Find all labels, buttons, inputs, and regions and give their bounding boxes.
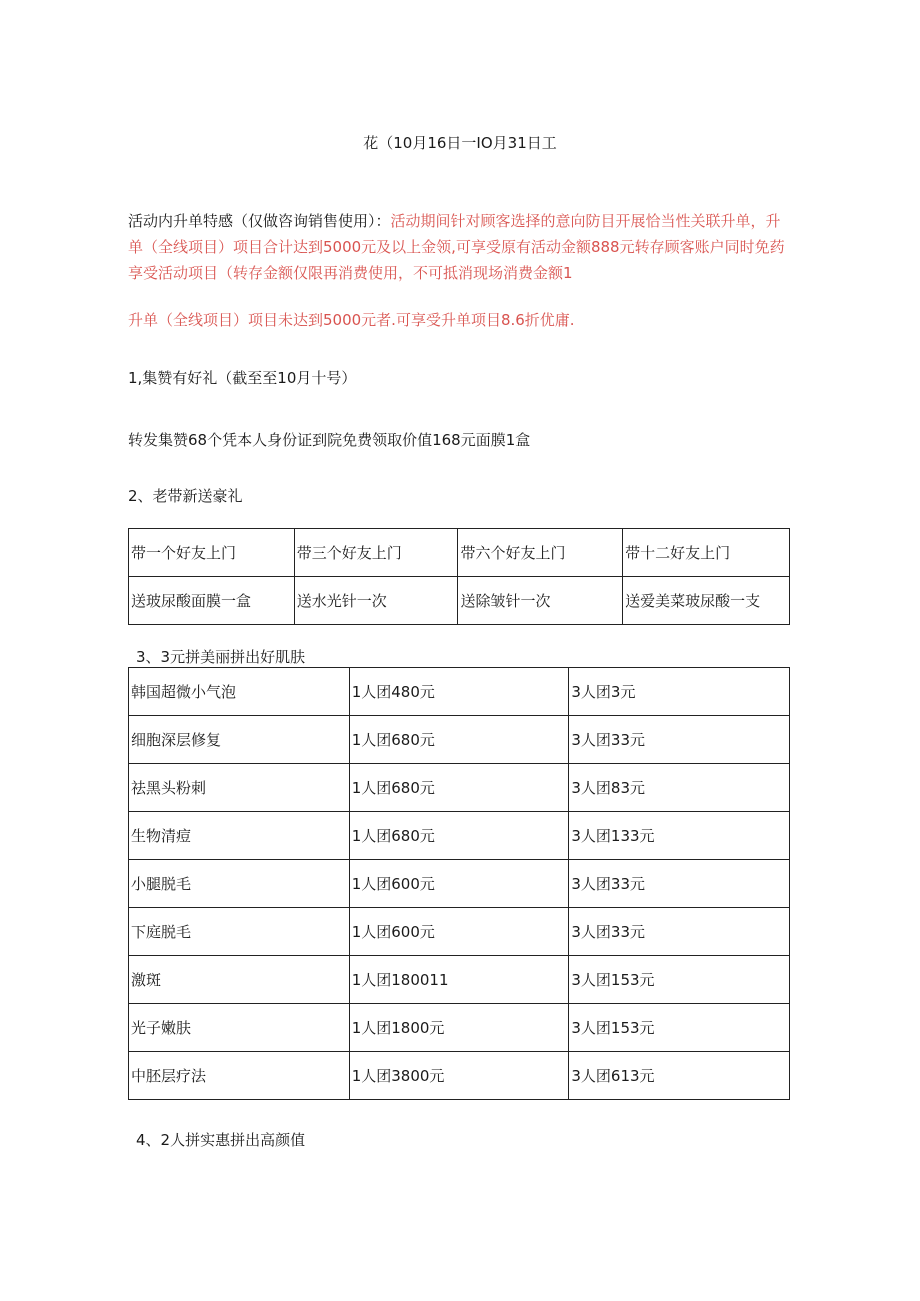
table-cell: 送水光针一次 bbox=[294, 577, 458, 625]
section2-heading: 2、老带新送豪礼 bbox=[128, 487, 243, 505]
table-row bbox=[129, 668, 790, 716]
table-row bbox=[129, 529, 790, 577]
table-cell: 1人团180011 bbox=[349, 956, 569, 1004]
table-cell: 1人团680元 bbox=[349, 764, 569, 812]
table-cell: 1人团680元 bbox=[349, 812, 569, 860]
table-row bbox=[129, 1052, 790, 1100]
table-cell: 3人团133元 bbox=[569, 812, 790, 860]
table-cell: 中胚层疗法 bbox=[129, 1052, 350, 1100]
table-cell: 送爱美菜玻尿酸一支 bbox=[623, 577, 790, 625]
table-row bbox=[129, 812, 790, 860]
table-cell: 带六个好友上门 bbox=[458, 529, 623, 577]
table-cell: 下庭脱毛 bbox=[129, 908, 350, 956]
table-cell: 3人团33元 bbox=[569, 860, 790, 908]
table-cell: 送玻尿酸面膜一盒 bbox=[129, 577, 295, 625]
table-cell: 生物清痘 bbox=[129, 812, 350, 860]
section4-heading: 4、2人拼实惠拼出高颜值 bbox=[136, 1131, 306, 1149]
table-row bbox=[129, 577, 790, 625]
table-row bbox=[129, 716, 790, 764]
promo-paragraph bbox=[128, 208, 788, 286]
table-cell: 3人团33元 bbox=[569, 716, 790, 764]
section1-heading: 1,集赞有好礼（截至至10月十号） bbox=[128, 369, 357, 387]
table-cell: 3人团613元 bbox=[569, 1052, 790, 1100]
table-cell: 送除皱针一次 bbox=[458, 577, 623, 625]
promo-label: 活动内升单特感（仅做咨询销售使用）： bbox=[128, 212, 391, 230]
section3-heading: 3、3元拼美丽拼出好肌肤 bbox=[136, 648, 306, 666]
table-cell: 小腿脱毛 bbox=[129, 860, 350, 908]
table-cell: 3人团83元 bbox=[569, 764, 790, 812]
promo-body: 活动期间针对顾客选择的意向防目开展恰当性关联升单，升单（全线项目）项目合计达到5000元及以上金领,可享受原有活动金额888元转存顾客账户同时免药享受活动项目（转存金额仅限再消费使用，不可抵消现场消费金额1 bbox=[128, 212, 785, 282]
table-cell: 带十二好友上门 bbox=[623, 529, 790, 577]
table-cell: 1人团680元 bbox=[349, 716, 569, 764]
table-cell: 1人团3800元 bbox=[349, 1052, 569, 1100]
table-cell: 激斑 bbox=[129, 956, 350, 1004]
table-cell: 光子嫩肤 bbox=[129, 1004, 350, 1052]
table-cell: 韩国超微小气泡 bbox=[129, 668, 350, 716]
referral-table bbox=[128, 528, 790, 625]
table-cell: 带一个好友上门 bbox=[129, 529, 295, 577]
table-row bbox=[129, 1004, 790, 1052]
table-row bbox=[129, 860, 790, 908]
section1-detail: 转发集赞68个凭本人身份证到院免费领取价值168元面膜1盒 bbox=[128, 431, 531, 449]
table-cell: 1人团480元 bbox=[349, 668, 569, 716]
table-cell: 3人团33元 bbox=[569, 908, 790, 956]
table-cell: 3人团153元 bbox=[569, 956, 790, 1004]
table-cell: 祛黑头粉刺 bbox=[129, 764, 350, 812]
table-cell: 3人团3元 bbox=[569, 668, 790, 716]
page-title: 花（10月16日一IO月31日工 bbox=[363, 134, 557, 152]
group-price-table bbox=[128, 667, 790, 1100]
table-cell: 1人团1800元 bbox=[349, 1004, 569, 1052]
table-cell: 1人团600元 bbox=[349, 860, 569, 908]
table-cell: 3人团153元 bbox=[569, 1004, 790, 1052]
table-row bbox=[129, 764, 790, 812]
promo-note: 升单（全线项目）项目未达到5000元者.可享受升单项目8.6折优庸. bbox=[128, 311, 575, 329]
table-cell: 细胞深层修复 bbox=[129, 716, 350, 764]
table-row bbox=[129, 956, 790, 1004]
table-cell: 1人团600元 bbox=[349, 908, 569, 956]
table-cell: 带三个好友上门 bbox=[294, 529, 458, 577]
table-row bbox=[129, 908, 790, 956]
